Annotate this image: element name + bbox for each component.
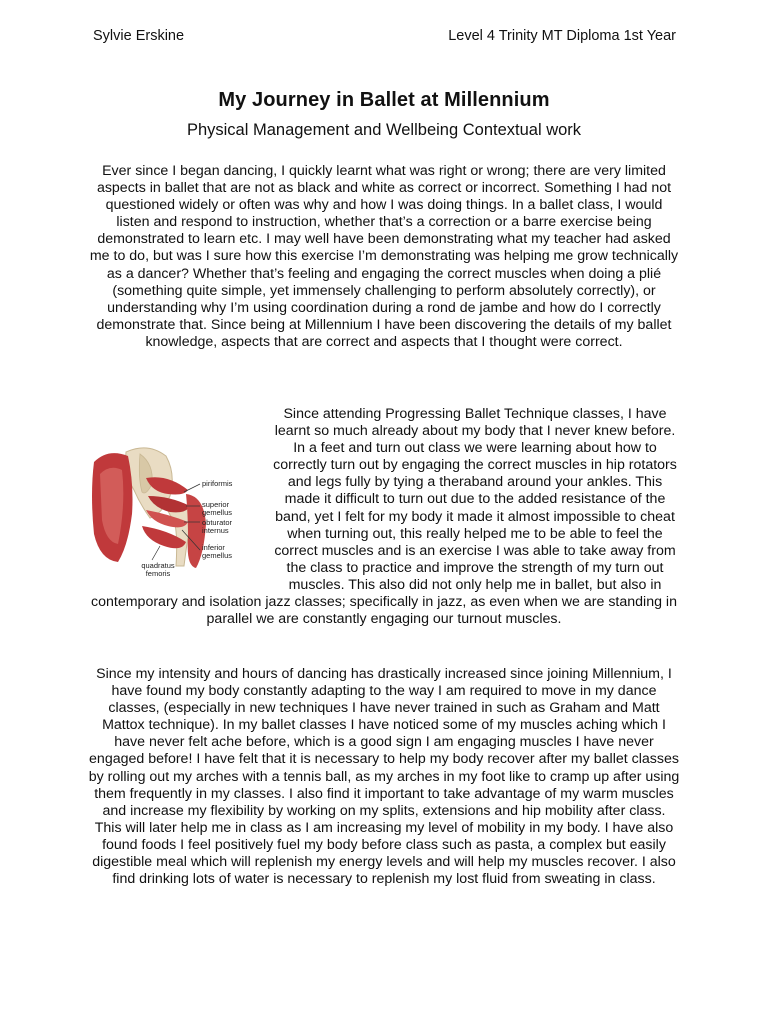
- label-quadratus-femoris: quadratus femoris: [141, 561, 175, 578]
- paragraph-2: Since attending Progressing Ballet Technique classes, I have learnt so much already about my body that I never knew before. In a feet and turn out class we were learning about how to correctly turn out by engaging the correct muscles in hip rotators and legs fully by tying a theraband around your ankles. This made it difficult to turn out due to the added resistance of the band, yet I felt for my body it made it almost impossible to cheat when turning out, this really helped me to be able to feel the correct muscles and is an exercise I was able to take away from the class to practice and improve the strength of my turn out muscles. This also did not only help me in ballet, but also in contemporary and isolation jazz classes; specifically in jazz, as even when we are standing in parallel we are constantly engaging our turnout muscles.: [91, 406, 677, 628]
- label-inferior-gemellus: inferior gemellus: [202, 543, 233, 560]
- header-author: Sylvie Erskine: [93, 28, 185, 44]
- paragraph-3: Since my intensity and hours of dancing has drastically increased since joining Millennium, I have found my body constantly adapting to the way I am required to move in my dance classes, (especially in new techniques I have never trained in such as Graham and Matt Mattox technique). In my ballet classes I have noticed some of my muscles aching which I have never felt ache before, which is a good sign I am engaging muscles I have never engaged before! I have felt that it is necessary to help my body recover after my ballet classes by rolling out my arches with a tennis ball, as my arches in my foot like to cramp up after using them frequently in my classes. I also find it important to take advantage of my warm muscles and increase my flexibility by working on my splits, extensions and hip mobility after class. This will later help me in class as I am increasing my level of mobility in my body. I have also found foods I feel positively fuel my body before class such as pasta, a complex but easily digestible meal which will replenish my energy levels and will help my muscles recover. I also find drinking lots of water is necessary to replenish my lost fluid from sweating in class.: [88, 666, 680, 888]
- header-course: Level 4 Trinity MT Diploma 1st Year: [448, 28, 676, 44]
- label-superior-gemellus: superior gemellus: [202, 500, 233, 517]
- label-obturator-internus: obturator internus: [202, 518, 233, 535]
- document-title: My Journey in Ballet at Millennium: [218, 89, 550, 111]
- paragraph-1: Ever since I began dancing, I quickly learnt what was right or wrong; there are very limited aspects in ballet that are not as black and white as correct or incorrect. Something I had not questioned widely or often was why and how I was doing things. In a ballet class, I would listen and respond to instruction, whether that’s a correction or a barre exercise being demonstrated to learn etc. I may well have been demonstrating what my teacher had asked me to do, but was I sure how this exercise I’m demonstrating was helping me grow technically as a dancer? Whether that’s feeling and engaging the correct muscles when doing a plié (something quite simple, yet immensely challenging to perform absolutely correctly), or understanding why I’m using coordination during a rond de jambe and how do I correctly demonstrate that. Since being at Millennium I have been discovering the details of my ballet knowledge, aspects that are correct and aspects that I thought were correct.: [89, 163, 679, 350]
- leader-quadratus: [152, 546, 160, 560]
- paragraph-2-container: [88, 406, 680, 628]
- document-subtitle: Physical Management and Wellbeing Contextual work: [186, 121, 582, 139]
- leader-piriformis: [184, 484, 200, 492]
- hip-rotator-muscles-figure: [88, 434, 266, 592]
- label-piriformis: piriformis: [202, 479, 233, 488]
